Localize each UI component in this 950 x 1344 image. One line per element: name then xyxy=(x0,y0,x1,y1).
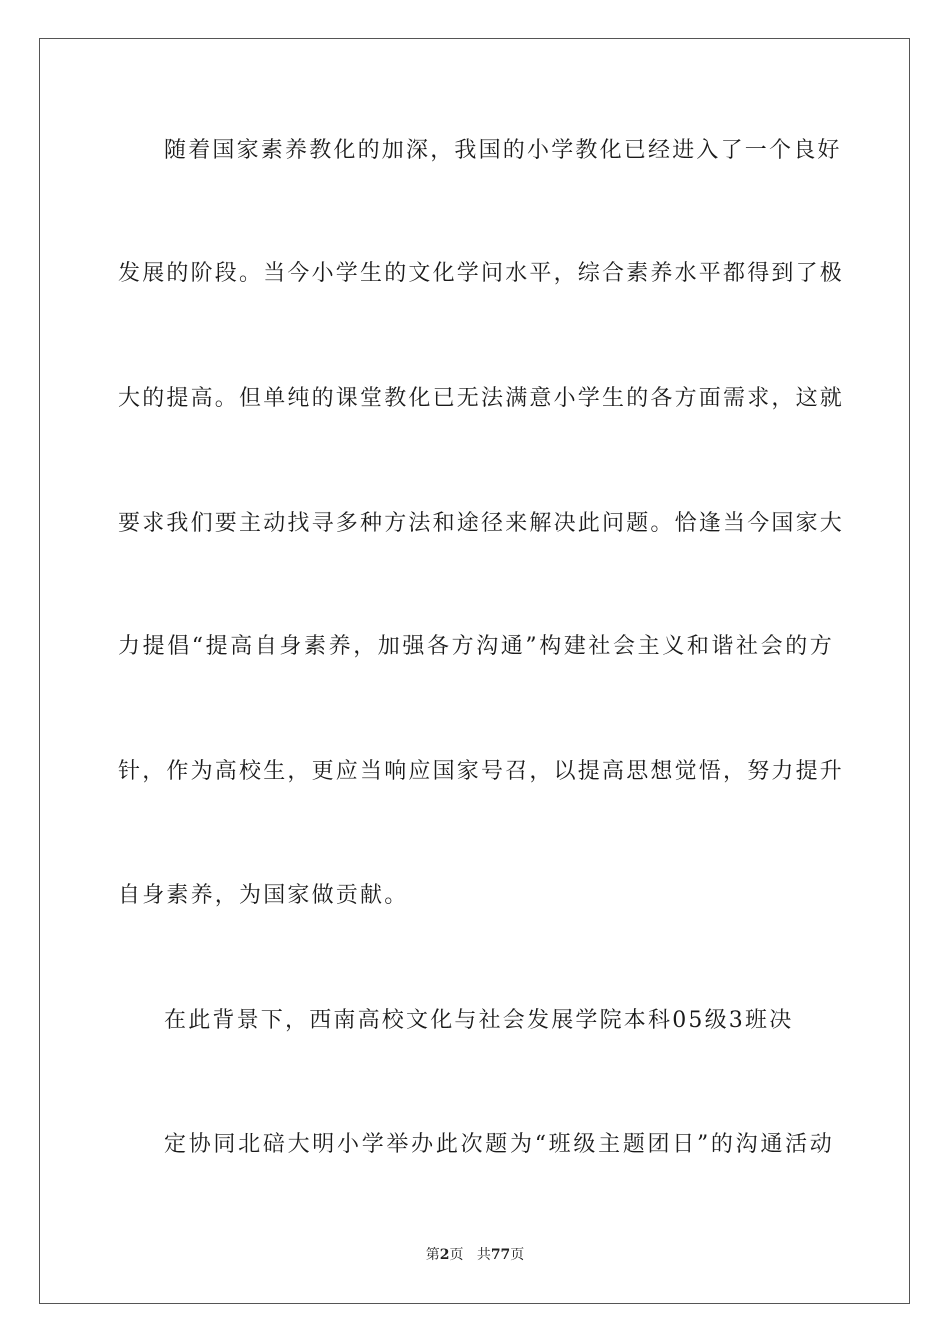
footer-total-suffix: 页 xyxy=(510,1247,525,1263)
page-footer xyxy=(0,1246,950,1264)
text-line: 随着国家素养教化的加深，我国的小学教化已经进入了一个良好 xyxy=(164,138,842,163)
current-page-number: 2 xyxy=(439,1247,450,1263)
text-line: 力提倡“提高自身素养，加强各方沟通”构建社会主义和谐社会的方 xyxy=(118,634,834,659)
text-line: 自身素养，为国家做贡献。 xyxy=(118,883,409,908)
text-line: 针，作为高校生，更应当响应国家号召，以提高思想觉悟，努力提升 xyxy=(118,759,845,784)
text-line: 要求我们要主动找寻多种方法和途径来解决此问题。恰逢当今国家大 xyxy=(118,511,845,536)
text-line: 大的提高。但单纯的课堂教化已无法满意小学生的各方面需求，这就 xyxy=(118,386,845,411)
footer-total-prefix: 共 xyxy=(476,1247,491,1263)
page-border xyxy=(39,38,910,1304)
footer-prefix: 第 xyxy=(425,1247,440,1263)
text-line: 定协同北碚大明小学举办此次题为“班级主题团日”的沟通活动 xyxy=(164,1132,834,1157)
total-page-count: 77 xyxy=(490,1247,511,1263)
text-line: 发展的阶段。当今小学生的文化学问水平，综合素养水平都得到了极 xyxy=(118,261,845,286)
footer-page-suffix: 页 xyxy=(449,1247,464,1263)
text-line: 在此背景下，西南高校文化与社会发展学院本科05级3班决 xyxy=(164,1008,794,1033)
